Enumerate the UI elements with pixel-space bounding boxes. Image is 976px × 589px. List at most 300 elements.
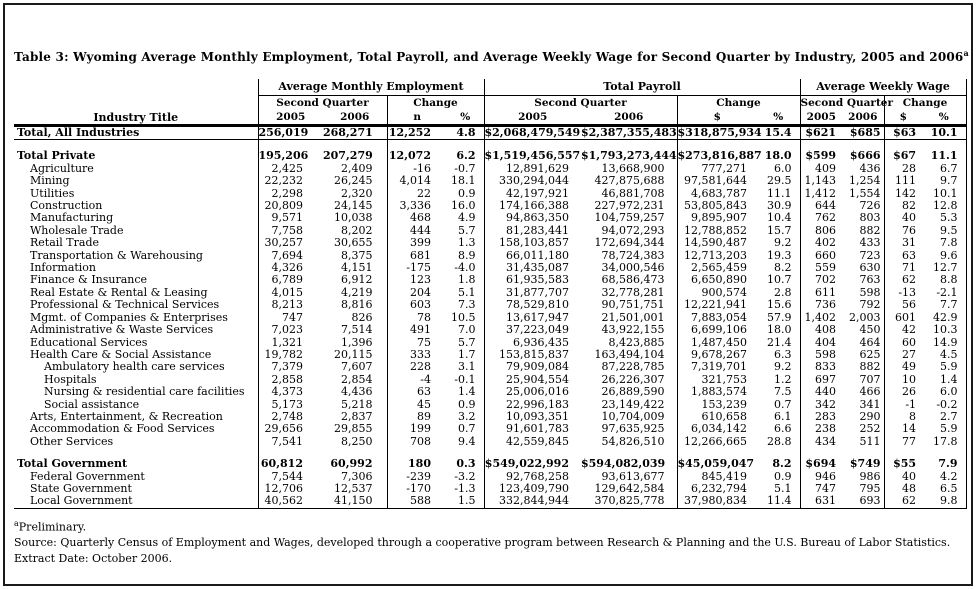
value-cell: 6,650,890 bbox=[677, 274, 757, 286]
value-cell: 6,232,794 bbox=[677, 483, 757, 495]
value-cell: 1.8 bbox=[458, 273, 476, 287]
value-cell: 0.3 bbox=[456, 457, 476, 471]
column-header-row bbox=[14, 110, 966, 126]
value-cell: 37,223,049 bbox=[484, 324, 581, 336]
value-cell: 172,694,344 bbox=[594, 236, 665, 250]
value-cell: 29,656 bbox=[258, 423, 323, 435]
value-cell: 464 bbox=[859, 335, 881, 349]
value-cell: $45,059,047 bbox=[677, 458, 757, 470]
value-cell: -1.3 bbox=[454, 481, 476, 495]
value-cell: -239 bbox=[387, 471, 447, 483]
value-cell: 3,336 bbox=[387, 200, 447, 212]
value-cell: 2.7 bbox=[922, 411, 966, 423]
value-cell: 63 bbox=[884, 250, 922, 262]
value-cell: 792 bbox=[859, 298, 881, 312]
value-cell: 153,815,837 bbox=[484, 349, 581, 361]
value-cell: 71 bbox=[884, 262, 922, 274]
value-cell: 89 bbox=[387, 411, 447, 423]
industry-title-cell bbox=[14, 448, 258, 458]
value-cell: 1,554 bbox=[849, 186, 881, 200]
wage-change-pct-header: % bbox=[922, 110, 966, 126]
value-cell: 31,877,707 bbox=[484, 287, 581, 299]
group-header-wage: Average Weekly Wage bbox=[800, 79, 966, 96]
value-cell: 174,166,388 bbox=[484, 200, 581, 212]
value-cell: 14,590,487 bbox=[677, 237, 757, 249]
value-cell: 62 bbox=[884, 274, 922, 286]
value-cell: 8.2 bbox=[772, 457, 792, 471]
value-cell: 10.7 bbox=[767, 273, 792, 287]
value-cell: 15.7 bbox=[767, 223, 792, 237]
industry-title-cell: Wholesale Trade bbox=[30, 224, 124, 237]
value-cell: 40 bbox=[884, 212, 922, 224]
value-cell: 7,883,054 bbox=[677, 312, 757, 324]
industry-statistics-table bbox=[14, 79, 967, 509]
value-cell: $55 bbox=[884, 458, 922, 470]
value-cell: 111 bbox=[884, 175, 922, 187]
value-cell: -4.0 bbox=[454, 261, 476, 275]
value-cell: 290 bbox=[859, 409, 881, 423]
value-cell: 630 bbox=[859, 261, 881, 275]
value-cell: -4 bbox=[387, 374, 447, 386]
value-cell: 29,855 bbox=[334, 422, 373, 436]
value-cell: 123 bbox=[387, 274, 447, 286]
industry-title-cell: Professional & Technical Services bbox=[30, 299, 220, 312]
value-cell: 46,881,708 bbox=[601, 186, 665, 200]
value-cell: 2,858 bbox=[258, 374, 323, 386]
value-cell: 10.1 bbox=[922, 126, 966, 140]
value-cell: 7,319,701 bbox=[677, 361, 757, 373]
value-cell: 11.4 bbox=[757, 495, 800, 508]
value-cell: 2,748 bbox=[258, 411, 323, 423]
value-cell: 7.3 bbox=[458, 298, 476, 312]
value-cell: 3.1 bbox=[458, 360, 476, 374]
value-cell: 26,226,307 bbox=[601, 372, 665, 386]
industry-title-cell: Local Government bbox=[14, 495, 258, 508]
value-cell: $318,875,934 bbox=[677, 126, 762, 139]
table-row bbox=[14, 386, 966, 398]
value-cell: 450 bbox=[859, 323, 881, 337]
value-cell: 1,883,574 bbox=[677, 386, 757, 398]
industry-title-cell: Total Private bbox=[17, 150, 96, 163]
value-cell: 30,257 bbox=[258, 237, 323, 249]
value-cell: 207,279 bbox=[323, 149, 373, 163]
value-cell: 63 bbox=[387, 386, 447, 398]
value-cell: 12,713,203 bbox=[677, 250, 757, 262]
value-cell: 6.7 bbox=[922, 163, 966, 175]
value-cell: 762 bbox=[800, 212, 842, 224]
value-cell: 8 bbox=[884, 411, 922, 423]
value-cell: 330,294,044 bbox=[484, 175, 581, 187]
value-cell: 42.9 bbox=[922, 312, 966, 324]
footnote-preliminary-text: Preliminary. bbox=[18, 520, 87, 534]
industry-title-header: Industry Title bbox=[14, 110, 258, 126]
value-cell: 681 bbox=[387, 250, 447, 262]
value-cell: 693 bbox=[842, 495, 884, 508]
value-cell: 57.9 bbox=[767, 310, 792, 324]
value-cell: 1.7 bbox=[458, 347, 476, 361]
value-cell: 408 bbox=[800, 324, 842, 336]
value-cell: 4,219 bbox=[341, 285, 373, 299]
value-cell: 238 bbox=[800, 423, 842, 435]
value-cell: 726 bbox=[859, 199, 881, 213]
payroll-second-quarter-header: Second Quarter bbox=[484, 96, 677, 111]
value-cell: 40 bbox=[884, 471, 922, 483]
industry-title-cell: Ambulatory health care services bbox=[44, 361, 225, 374]
value-cell: 20,809 bbox=[258, 200, 323, 212]
value-cell: 7,607 bbox=[341, 360, 373, 374]
value-cell: 142 bbox=[884, 188, 922, 200]
value-cell: 404 bbox=[800, 337, 842, 349]
value-cell: $666 bbox=[849, 149, 881, 163]
value-cell: 7.7 bbox=[922, 299, 966, 311]
value-cell: 882 bbox=[859, 360, 881, 374]
industry-title-cell: Arts, Entertainment, & Recreation bbox=[30, 410, 223, 423]
value-cell: 60 bbox=[884, 337, 922, 349]
value-cell: 491 bbox=[387, 324, 447, 336]
employment-change-pct-header: % bbox=[447, 110, 484, 126]
value-cell: 2,425 bbox=[258, 163, 323, 175]
value-cell: 6.1 bbox=[774, 409, 792, 423]
value-cell: 199 bbox=[387, 423, 447, 435]
value-cell: 30,655 bbox=[334, 236, 373, 250]
group-header-row bbox=[14, 79, 966, 96]
value-cell: 53,805,843 bbox=[677, 200, 757, 212]
value-cell: 747 bbox=[258, 312, 323, 324]
value-cell: $2,387,355,483 bbox=[581, 126, 677, 139]
value-cell: 341 bbox=[859, 397, 881, 411]
value-cell: 204 bbox=[387, 287, 447, 299]
value-cell: 333 bbox=[387, 349, 447, 361]
industry-title-cell: Real Estate & Rental & Leasing bbox=[30, 286, 208, 299]
value-cell: 1.3 bbox=[458, 236, 476, 250]
payroll-change-header: Change bbox=[677, 96, 800, 111]
value-cell: 87,228,785 bbox=[601, 360, 665, 374]
footnote-source: Source: Quarterly Census of Employment and Wages, developed through a cooperative program between Research & Planning and the U.S. Bureau of Labor Statistics. bbox=[14, 536, 951, 550]
value-cell: 4,436 bbox=[341, 385, 373, 399]
value-cell: 94,863,350 bbox=[484, 212, 581, 224]
value-cell: 826 bbox=[351, 310, 373, 324]
value-cell: 4.2 bbox=[922, 471, 966, 483]
value-cell: 1,254 bbox=[849, 174, 881, 188]
value-cell: 409 bbox=[800, 163, 842, 175]
value-cell: -0.1 bbox=[454, 372, 476, 386]
value-cell: $273,816,887 bbox=[677, 149, 762, 163]
value-cell: -2.1 bbox=[922, 287, 966, 299]
value-cell: 31,435,087 bbox=[484, 262, 581, 274]
value-cell: 1,143 bbox=[800, 175, 842, 187]
value-cell: 6,789 bbox=[258, 274, 323, 286]
value-cell: 6.0 bbox=[922, 386, 966, 398]
value-cell: 8,375 bbox=[341, 248, 373, 262]
value-cell: 41,150 bbox=[323, 495, 387, 508]
value-cell: 24,145 bbox=[334, 199, 373, 213]
value-cell: -175 bbox=[387, 262, 447, 274]
value-cell: 9.2 bbox=[774, 360, 792, 374]
value-cell: 598 bbox=[859, 285, 881, 299]
table-row bbox=[14, 150, 966, 162]
value-cell: $694 bbox=[800, 458, 842, 470]
value-cell: 14 bbox=[884, 423, 922, 435]
value-cell: 10,038 bbox=[334, 211, 373, 225]
value-cell: 8,202 bbox=[341, 223, 373, 237]
value-cell: 1.4 bbox=[922, 374, 966, 386]
value-cell: 22,232 bbox=[258, 175, 323, 187]
value-cell: 1.2 bbox=[774, 372, 792, 386]
value-cell: 14.9 bbox=[922, 337, 966, 349]
industry-title-cell: Construction bbox=[30, 200, 103, 213]
value-cell: 61,935,583 bbox=[484, 274, 581, 286]
payroll-change-dollar-header: $ bbox=[677, 110, 757, 126]
value-cell: 10,704,009 bbox=[601, 409, 665, 423]
value-cell: 29.5 bbox=[767, 174, 792, 188]
industry-title-cell: Manufacturing bbox=[30, 212, 114, 225]
value-cell: 10,093,351 bbox=[484, 411, 581, 423]
industry-subheader-spacer bbox=[14, 96, 258, 111]
employment-second-quarter-header: Second Quarter bbox=[258, 96, 387, 111]
value-cell: -0.2 bbox=[922, 399, 966, 411]
value-cell: 7,379 bbox=[258, 361, 323, 373]
wage-second-quarter-header: Second Quarter bbox=[800, 97, 894, 109]
wage-change-dollar-header: $ bbox=[884, 110, 922, 126]
payroll-2006-header: 2006 bbox=[581, 110, 677, 126]
value-cell: 12,788,852 bbox=[677, 225, 757, 237]
value-cell: 1,402 bbox=[800, 312, 842, 324]
value-cell: 42,197,921 bbox=[484, 188, 581, 200]
value-cell: 68,586,473 bbox=[601, 273, 665, 287]
value-cell: 76 bbox=[884, 225, 922, 237]
value-cell: 40,562 bbox=[258, 495, 323, 508]
wage-2005-header: 2005 bbox=[800, 110, 842, 126]
value-cell: 7,541 bbox=[258, 436, 323, 448]
value-cell: 7,306 bbox=[341, 469, 373, 483]
value-cell: 2,565,459 bbox=[677, 262, 757, 274]
value-cell: 180 bbox=[387, 458, 447, 470]
value-cell: 21,501,001 bbox=[601, 310, 665, 324]
value-cell: 31 bbox=[884, 237, 922, 249]
subgroup-header-row bbox=[14, 96, 966, 111]
value-cell: 25,006,016 bbox=[484, 386, 581, 398]
industry-title-cell: Social assistance bbox=[44, 398, 140, 411]
table-row bbox=[14, 126, 966, 140]
value-cell: 707 bbox=[859, 372, 881, 386]
value-cell: 28.8 bbox=[767, 434, 792, 448]
value-cell: 90,751,751 bbox=[601, 298, 665, 312]
industry-title-cell: Nursing & residential care facilities bbox=[44, 386, 245, 399]
value-cell: 23,149,422 bbox=[601, 397, 665, 411]
industry-title-cell bbox=[14, 140, 258, 151]
value-cell: 2,409 bbox=[341, 161, 373, 175]
value-cell: -16 bbox=[387, 163, 447, 175]
value-cell: 6.3 bbox=[774, 347, 792, 361]
value-cell: 129,642,584 bbox=[594, 481, 665, 495]
value-cell: $1,793,273,444 bbox=[581, 149, 677, 163]
value-cell: $2,068,479,549 bbox=[484, 126, 581, 139]
value-cell: 4,015 bbox=[258, 287, 323, 299]
value-cell: 97,635,925 bbox=[601, 422, 665, 436]
value-cell: 588 bbox=[387, 495, 447, 508]
page-title-text: Table 3: Wyoming Average Monthly Employment, Total Payroll, and Average Weekly Wage for Second Quarter by Industry, 2005 and 2006 bbox=[14, 50, 964, 64]
value-cell: 11.1 bbox=[922, 150, 966, 162]
value-cell: 697 bbox=[800, 374, 842, 386]
value-cell: 444 bbox=[387, 225, 447, 237]
value-cell: 13,668,900 bbox=[601, 161, 665, 175]
value-cell: $599 bbox=[800, 150, 842, 162]
value-cell: 6.0 bbox=[774, 161, 792, 175]
value-cell: 20,115 bbox=[334, 347, 373, 361]
value-cell: 511 bbox=[859, 434, 881, 448]
industry-title-cell: Accommodation & Food Services bbox=[30, 423, 215, 436]
industry-title-cell: Information bbox=[30, 262, 97, 275]
value-cell: 8,213 bbox=[258, 299, 323, 311]
value-cell: 625 bbox=[859, 347, 881, 361]
value-cell: 25,904,554 bbox=[484, 374, 581, 386]
value-cell: 268,271 bbox=[323, 126, 387, 140]
table-row bbox=[14, 361, 966, 373]
industry-title-cell: Other Services bbox=[30, 435, 114, 448]
value-cell: 1.5 bbox=[447, 495, 484, 508]
value-cell: 8.2 bbox=[774, 261, 792, 275]
value-cell: 631 bbox=[800, 495, 842, 508]
value-cell: 252 bbox=[859, 422, 881, 436]
value-cell: 92,768,258 bbox=[484, 471, 581, 483]
value-cell: 2,298 bbox=[258, 188, 323, 200]
value-cell: 12.8 bbox=[922, 200, 966, 212]
value-cell: 9,678,267 bbox=[677, 349, 757, 361]
value-cell: 6,912 bbox=[341, 273, 373, 287]
value-cell: 45 bbox=[387, 399, 447, 411]
value-cell: 611 bbox=[800, 287, 842, 299]
value-cell: 12,221,941 bbox=[677, 299, 757, 311]
value-cell: 342 bbox=[800, 399, 842, 411]
employment-change-n-header: n bbox=[387, 110, 447, 126]
table-row bbox=[14, 175, 966, 187]
value-cell: 9.4 bbox=[458, 434, 476, 448]
value-cell: 82 bbox=[884, 200, 922, 212]
value-cell: -13 bbox=[884, 287, 922, 299]
value-cell: 5.7 bbox=[458, 223, 476, 237]
value-cell: 795 bbox=[859, 481, 881, 495]
value-cell: 26 bbox=[884, 386, 922, 398]
value-cell: 399 bbox=[387, 237, 447, 249]
value-cell: 1.4 bbox=[458, 385, 476, 399]
value-cell: 12.7 bbox=[922, 262, 966, 274]
value-cell: 466 bbox=[859, 385, 881, 399]
value-cell: 153,239 bbox=[677, 399, 757, 411]
value-cell: -170 bbox=[387, 483, 447, 495]
value-cell: 54,826,510 bbox=[601, 434, 665, 448]
value-cell: 986 bbox=[859, 469, 881, 483]
value-cell: 123,409,790 bbox=[484, 483, 581, 495]
value-cell: 0.9 bbox=[458, 186, 476, 200]
value-cell: 4,014 bbox=[387, 175, 447, 187]
value-cell: 78,724,383 bbox=[601, 248, 665, 262]
footnote-marker: a bbox=[14, 518, 19, 528]
value-cell: 434 bbox=[800, 436, 842, 448]
value-cell: 60,992 bbox=[330, 457, 373, 471]
wage-2006-header: 2006 bbox=[842, 110, 884, 126]
value-cell: $594,082,039 bbox=[581, 457, 666, 471]
value-cell: 6.6 bbox=[774, 422, 792, 436]
table-header bbox=[14, 79, 966, 126]
value-cell: 1,487,450 bbox=[677, 337, 757, 349]
industry-title-cell: Hospitals bbox=[44, 373, 97, 386]
value-cell: 5.7 bbox=[458, 335, 476, 349]
value-cell: 49 bbox=[884, 361, 922, 373]
value-cell: 708 bbox=[387, 436, 447, 448]
value-cell: 28 bbox=[884, 163, 922, 175]
value-cell: 5.9 bbox=[922, 423, 966, 435]
value-cell: $749 bbox=[849, 457, 881, 471]
industry-title-cell: Administrative & Waste Services bbox=[30, 324, 214, 337]
industry-title-cell: Mgmt. of Companies & Enterprises bbox=[30, 311, 228, 324]
value-cell: 78,529,810 bbox=[484, 299, 581, 311]
value-cell: 2,854 bbox=[341, 372, 373, 386]
value-cell: 803 bbox=[859, 211, 881, 225]
value-cell: 603 bbox=[387, 299, 447, 311]
wage-change-header: Change bbox=[884, 96, 966, 111]
value-cell: 9.6 bbox=[922, 250, 966, 262]
value-cell: 81,283,441 bbox=[484, 225, 581, 237]
value-cell: 5.3 bbox=[922, 212, 966, 224]
value-cell: 601 bbox=[884, 312, 922, 324]
industry-title-cell: Total, All Industries bbox=[14, 126, 258, 140]
industry-title-cell: Mining bbox=[30, 175, 70, 188]
value-cell: 4,326 bbox=[258, 262, 323, 274]
value-cell: 256,019 bbox=[258, 126, 323, 140]
value-cell: 5,218 bbox=[341, 397, 373, 411]
value-cell: 12,072 bbox=[387, 150, 447, 162]
value-cell: 845,419 bbox=[677, 471, 757, 483]
value-cell: 0.9 bbox=[774, 469, 792, 483]
value-cell: -3.2 bbox=[454, 469, 476, 483]
table-row bbox=[14, 458, 966, 470]
industry-title-cell: Health Care & Social Assistance bbox=[30, 348, 212, 361]
value-cell: 468 bbox=[387, 212, 447, 224]
value-cell: 3.2 bbox=[458, 409, 476, 423]
industry-title-cell: Finance & Insurance bbox=[30, 274, 148, 287]
value-cell: 5.1 bbox=[458, 285, 476, 299]
value-cell: 12,891,629 bbox=[484, 163, 581, 175]
value-cell: 19,782 bbox=[258, 349, 323, 361]
table-row bbox=[14, 237, 966, 249]
value-cell: 77 bbox=[884, 436, 922, 448]
value-cell: 7,023 bbox=[258, 324, 323, 336]
value-cell: 10.5 bbox=[451, 310, 476, 324]
value-cell: 13,617,947 bbox=[484, 312, 581, 324]
value-cell: 15.6 bbox=[767, 298, 792, 312]
table-row bbox=[14, 212, 966, 224]
payroll-2005-header: 2005 bbox=[484, 110, 581, 126]
value-cell: 10.1 bbox=[922, 188, 966, 200]
value-cell: 747 bbox=[800, 483, 842, 495]
value-cell: 8,423,885 bbox=[608, 335, 665, 349]
value-cell: 559 bbox=[800, 262, 842, 274]
value-cell: 78 bbox=[387, 312, 447, 324]
industry-title-cell: Total Government bbox=[17, 458, 128, 471]
value-cell: $685 bbox=[842, 126, 884, 140]
value-cell: 644 bbox=[800, 200, 842, 212]
value-cell: 9.5 bbox=[922, 225, 966, 237]
value-cell: 12,252 bbox=[387, 126, 447, 140]
value-cell: 7,758 bbox=[258, 225, 323, 237]
value-cell: 5.9 bbox=[922, 361, 966, 373]
value-cell: 8,250 bbox=[341, 434, 373, 448]
value-cell: 228 bbox=[387, 361, 447, 373]
value-cell: -0.7 bbox=[454, 161, 476, 175]
employment-change-header: Change bbox=[387, 96, 484, 111]
value-cell: 10.4 bbox=[767, 211, 792, 225]
value-cell: 12,266,665 bbox=[677, 436, 757, 448]
